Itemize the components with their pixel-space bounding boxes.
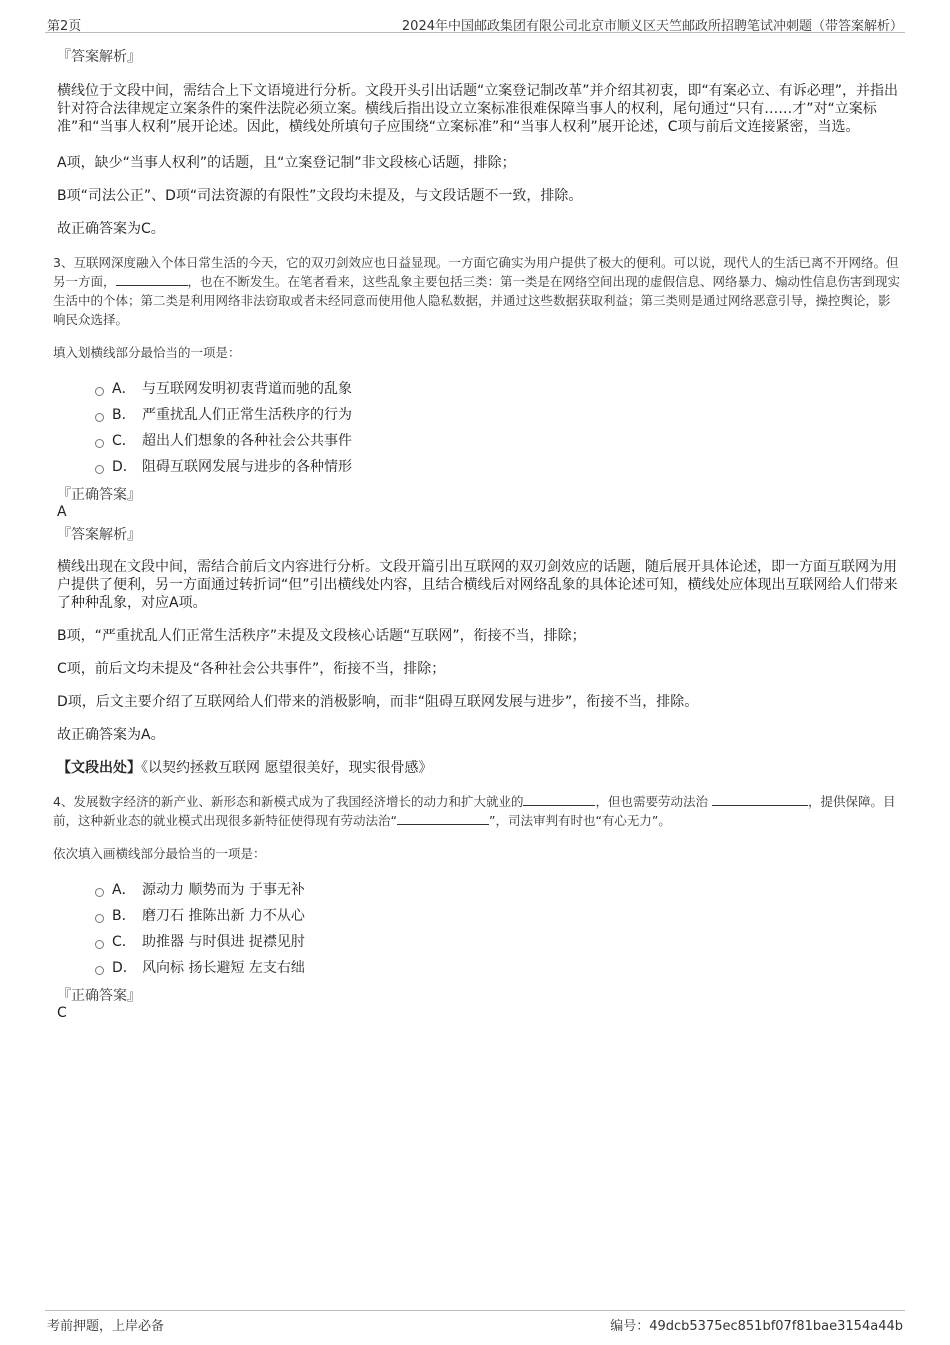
radio-icon[interactable]: [95, 465, 104, 474]
analysis-label: 『答案解析』: [57, 49, 141, 65]
correct-answer-label: 『正确答案』: [57, 988, 141, 1004]
option-a[interactable]: [95, 376, 902, 402]
option-text: 助推器 与时俱进 捉襟见肘: [142, 934, 305, 950]
correct-answer-label: 『正确答案』: [57, 487, 141, 503]
answer-blank: [116, 273, 188, 286]
question-text: ，也在不断发生。在笔者看来，这些乱象主要包括三类：第一类是在网络空间出现的虚假信息、网络暴力、煽动性信息伤害到现实生活中的个体；第二类是利用网络非法窃取或者未经同意而使用他人隐私数据，并通过这些数据获取利益；第三类则是通过网络恶意引导，操控舆论，影响民众选择。: [53, 274, 901, 327]
source-line: [57, 759, 902, 777]
option-text: 与互联网发明初衷背道而驰的乱象: [142, 381, 352, 397]
analysis-paragraph: A项，缺少“当事人权利”的话题，且“立案登记制”非文段核心话题，排除；: [57, 155, 516, 171]
analysis-paragraph: C项，前后文均未提及“各种社会公共事件”，衔接不当，排除；: [57, 661, 446, 677]
page-header: [45, 12, 905, 33]
option-key: A．: [112, 381, 136, 397]
correct-answer: A: [57, 504, 67, 520]
option-c[interactable]: [95, 428, 902, 454]
answer-blank: [712, 793, 808, 806]
option-key: D．: [112, 960, 137, 976]
option-key: A．: [112, 882, 136, 898]
question-4-text: [53, 792, 902, 830]
source-title: 《以契约拯救互联网 愿望很美好，现实很骨感》: [141, 760, 433, 776]
footer-slogan: 考前押题，上岸必备: [47, 1319, 165, 1334]
question-text: ，提供保障。目前，这种新业态的就业模式出现很多新特征使得现有劳动法治“: [53, 794, 896, 828]
document-id: 编号：49dcb5375ec851bf07f81bae3154a44b: [610, 1319, 903, 1334]
option-text: 超出人们想象的各种社会公共事件: [142, 433, 352, 449]
option-b[interactable]: [95, 402, 902, 428]
option-c[interactable]: [95, 929, 902, 955]
radio-icon[interactable]: [95, 387, 104, 396]
question-text: 3、互联网深度融入个体日常生活的今天，它的双刃剑效应也日益显现。一方面它确实为用户提供了极大的便利。可以说，现代人的生活已离不开网络。但另一方面，: [53, 255, 899, 289]
option-d[interactable]: [95, 454, 902, 480]
page-footer: [45, 1310, 905, 1334]
option-key: B．: [112, 407, 136, 423]
analysis-paragraph: 故正确答案为C。: [57, 221, 165, 237]
radio-icon[interactable]: [95, 914, 104, 923]
analysis-paragraph: D项，后文主要介绍了互联网给人们带来的消极影响，而非“阻碍互联网发展与进步”，衔接不当，排除。: [57, 694, 699, 710]
radio-icon[interactable]: [95, 888, 104, 897]
radio-icon[interactable]: [95, 966, 104, 975]
question-4-options: [57, 877, 902, 981]
question-3-prompt: 填入划横线部分最恰当的一项是：: [53, 345, 241, 360]
option-text: 严重扰乱人们正常生活秩序的行为: [142, 407, 352, 423]
document-title: 2024年中国邮政集团有限公司北京市顺义区天竺邮政所招聘笔试冲刺题（带答案解析）: [401, 19, 903, 34]
radio-icon[interactable]: [95, 439, 104, 448]
option-text: 阻碍互联网发展与进步的各种情形: [142, 459, 352, 475]
option-key: B．: [112, 908, 136, 924]
source-label: 【文段出处】: [57, 760, 141, 776]
option-d[interactable]: [95, 955, 902, 981]
option-key: C．: [112, 934, 136, 950]
analysis-paragraph: 横线位于文段中间，需结合上下文语境进行分析。文段开头引出话题“立案登记制改革”并介绍其初衷，即“有案必立、有诉必理”，并指出针对符合法律规定立案条件的案件法院必须立案。横线后指出设立立案标准很难保障当事人的权利，尾句通过“只有……才”对“立案标准”和“当事人权利”展开论述。因此，横线处所填句子应围绕“立案标准”和“当事人权利”展开论述，C项与前后文连接紧密，当选。: [57, 83, 899, 135]
analysis-label: 『答案解析』: [57, 527, 141, 543]
question-text: ”，司法审判有时也“有心无力”。: [488, 813, 671, 828]
option-text: 磨刀石 推陈出新 力不从心: [142, 908, 305, 924]
radio-icon[interactable]: [95, 940, 104, 949]
question-4-prompt: 依次填入画横线部分最恰当的一项是：: [53, 846, 266, 861]
analysis-paragraph: B项，“严重扰乱人们正常生活秩序”未提及文段核心话题“互联网”，衔接不当，排除；: [57, 628, 586, 644]
question-3-text: [53, 253, 902, 329]
option-text: 源动力 顺势而为 于事无补: [142, 882, 305, 898]
radio-icon[interactable]: [95, 413, 104, 422]
page-number: 第2页: [47, 19, 82, 34]
option-b[interactable]: [95, 903, 902, 929]
document-body: [53, 48, 902, 1021]
analysis-paragraph: 故正确答案为A。: [57, 727, 165, 743]
option-a[interactable]: [95, 877, 902, 903]
analysis-paragraph: B项“司法公正”、D项“司法资源的有限性”文段均未提及，与文段话题不一致，排除。: [57, 188, 583, 204]
question-text: ，但也需要劳动法治: [595, 794, 708, 809]
answer-blank: [523, 793, 595, 806]
option-text: 风向标 扬长避短 左支右绌: [142, 960, 305, 976]
option-key: D．: [112, 459, 137, 475]
analysis-paragraph: 横线出现在文段中间，需结合前后文内容进行分析。文段开篇引出互联网的双刃剑效应的话题，随后展开具体论述，即一方面互联网为用户提供了便利，另一方面通过转折词“但”引出横线处内容，且结合横线后对网络乱象的具体论述可知，横线处应体现出互联网给人们带来了种种乱象，对应A项。: [57, 559, 898, 611]
option-key: C．: [112, 433, 136, 449]
question-text: 4、发展数字经济的新产业、新形态和新模式成为了我国经济增长的动力和扩大就业的: [53, 794, 524, 809]
correct-answer: C: [57, 1005, 67, 1021]
question-3-options: [57, 376, 902, 480]
answer-blank: [397, 812, 489, 825]
